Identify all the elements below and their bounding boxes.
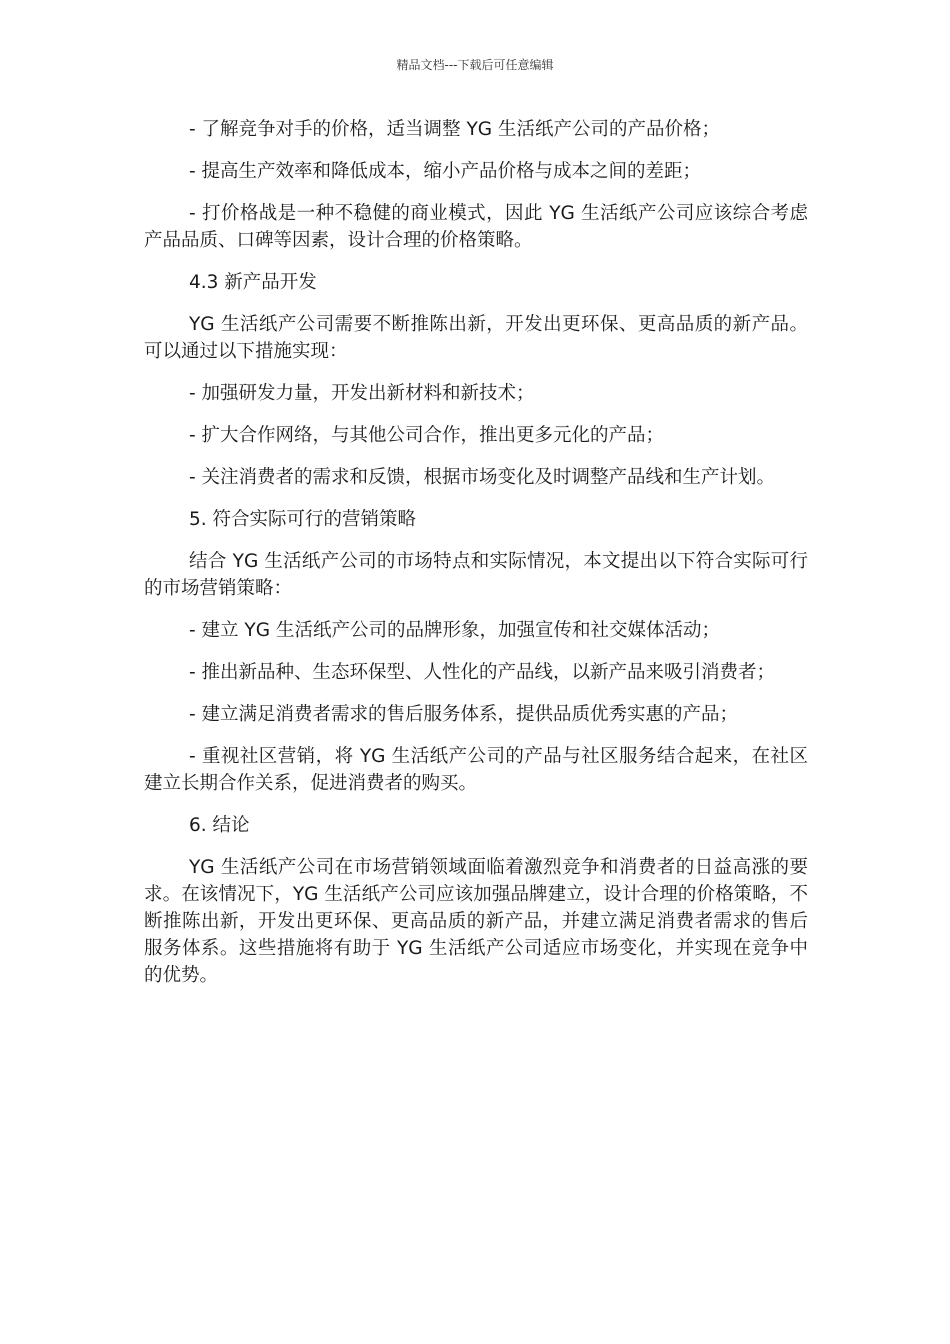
- paragraph-new-product-intro: YG 生活纸产公司需要不断推陈出新，开发出更环保、更高品质的新产品。可以通过以下措施实现：: [144, 314, 808, 362]
- bullet-reduce-cost: - 提高生产效率和降低成本，缩小产品价格与成本之间的差距；: [189, 161, 702, 182]
- bullet-new-product-line: - 推出新品种、生态环保型、人性化的产品线，以新产品来吸引消费者；: [189, 662, 776, 683]
- bullet-adjust-price: - 了解竞争对手的价格，适当调整 YG 生活纸产公司的产品价格；: [189, 119, 720, 140]
- bullet-cooperation: - 扩大合作网络，与其他公司合作，推出更多元化的产品；: [189, 425, 665, 446]
- bullet-price-war: - 打价格战是一种不稳健的商业模式，因此 YG 生活纸产公司应该综合考虑产品品质、口碑等因素，设计合理的价格策略。: [144, 203, 808, 251]
- paragraph-conclusion: YG 生活纸产公司在市场营销领域面临着激烈竞争和消费者的日益高涨的要求。在该情况下，YG 生活纸产公司应该加强品牌建立，设计合理的价格策略，不断推陈出新，开发出更环保、更高品质的新产品，并建立满足消费者需求的售后服务体系。这些措施将有助于 YG 生活纸产公司适应市场变化，并实现在竞争中的优势。: [144, 857, 808, 986]
- bullet-brand-image: - 建立 YG 生活纸产公司的品牌形象，加强宣传和社交媒体活动；: [189, 620, 720, 641]
- section-heading-new-product: 4.3 新产品开发: [189, 272, 317, 293]
- section-heading-conclusion: 6. 结论: [189, 815, 250, 836]
- section-heading-marketing-strategy: 5. 符合实际可行的营销策略: [189, 509, 417, 530]
- document-body: [144, 116, 808, 1004]
- running-header: 精品文档---下载后可任意编辑: [396, 58, 554, 72]
- bullet-after-sales: - 建立满足消费者需求的售后服务体系，提供品质优秀实惠的产品；: [189, 704, 739, 725]
- bullet-consumer-feedback: - 关注消费者的需求和反馈，根据市场变化及时调整产品线和生产计划。: [189, 467, 776, 488]
- paragraph-marketing-intro: 结合 YG 生活纸产公司的市场特点和实际情况，本文提出以下符合实际可行的市场营销策略：: [144, 551, 808, 599]
- bullet-community-marketing: - 重视社区营销，将 YG 生活纸产公司的产品与社区服务结合起来，在社区建立长期合作关系，促进消费者的购买。: [144, 746, 808, 794]
- bullet-rnd: - 加强研发力量，开发出新材料和新技术；: [189, 383, 535, 404]
